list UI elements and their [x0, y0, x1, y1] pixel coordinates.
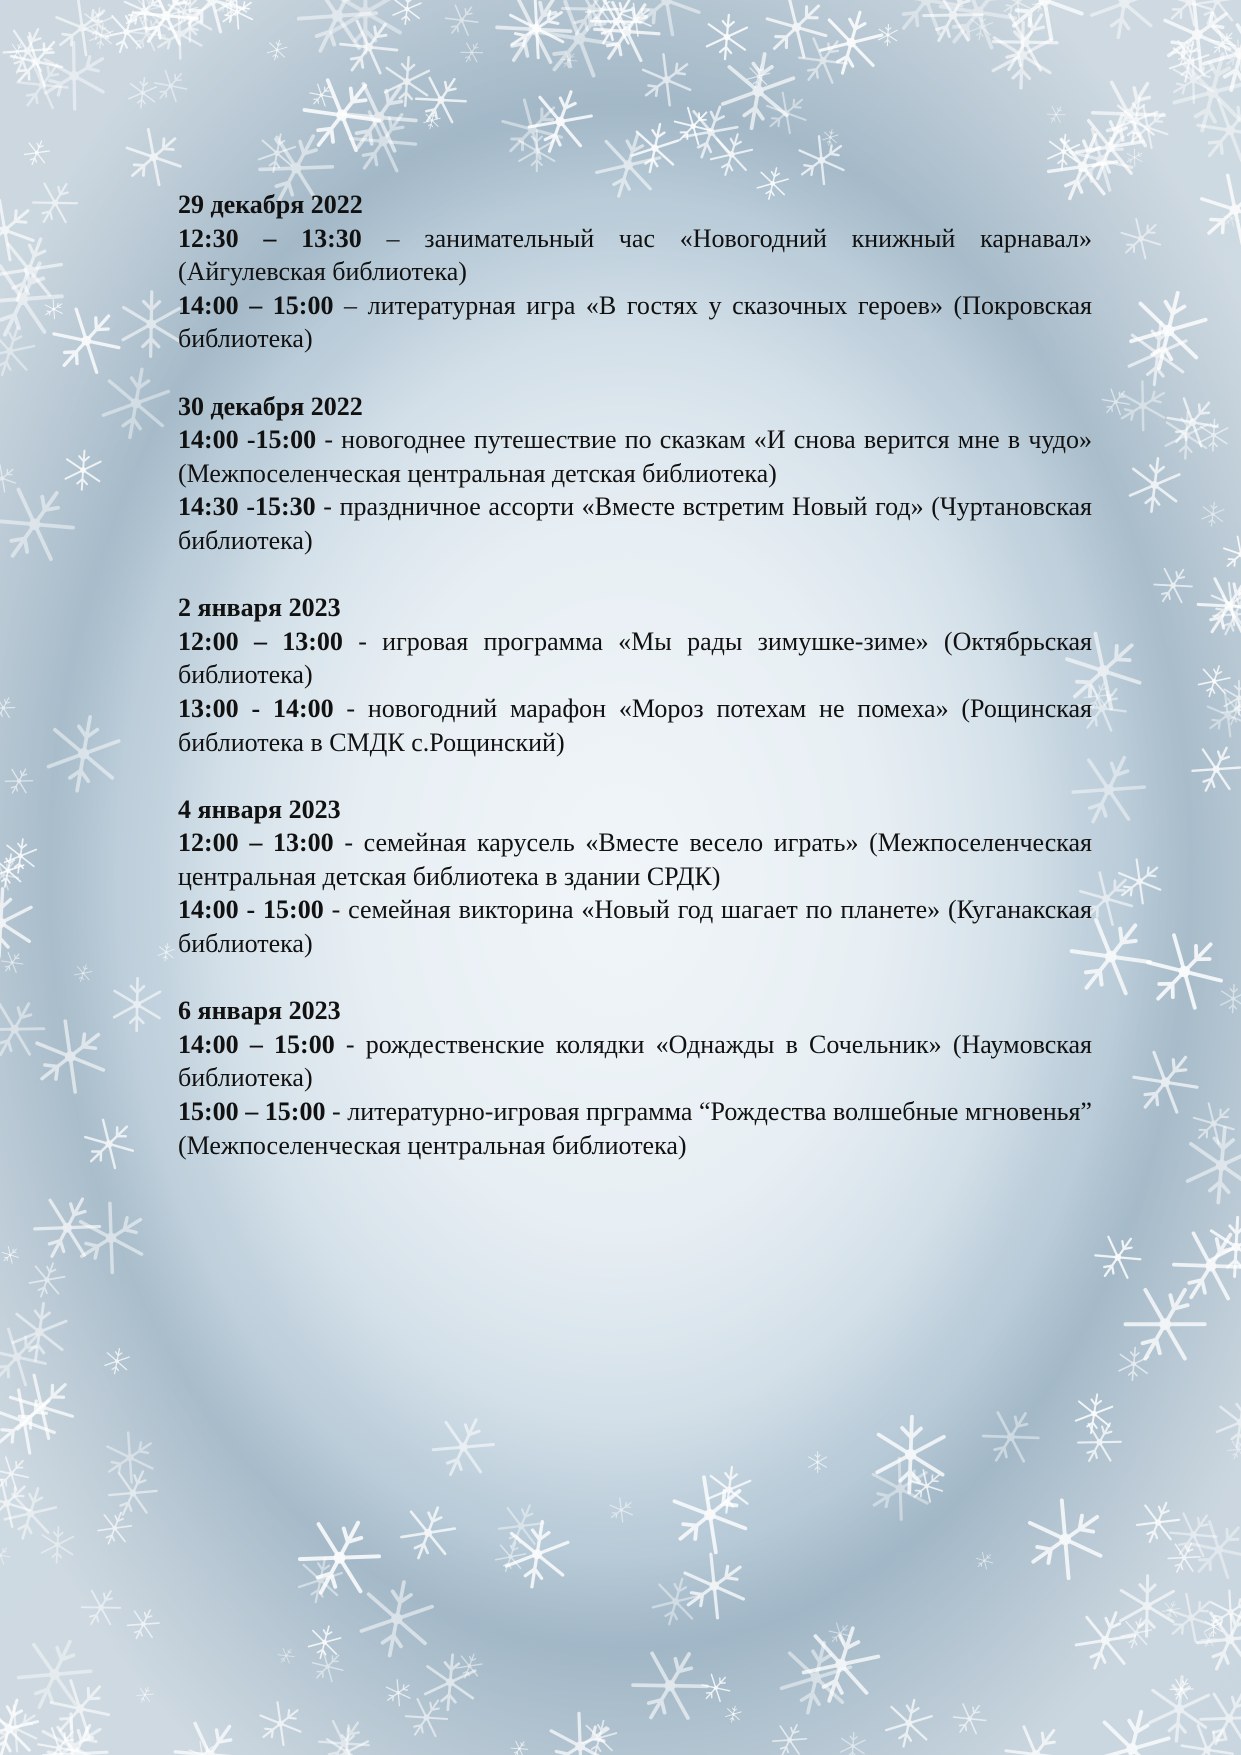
event-time: 12:00 – 13:00	[178, 828, 334, 858]
schedule-day	[178, 390, 1092, 558]
event-time: 14:30 -15:30	[178, 492, 316, 522]
day-date: 30 декабря 2022	[178, 391, 363, 421]
event-description: - рождественские колядки «Однажды в Сочельник» (Наумовская библиотека)	[178, 1029, 1092, 1093]
day-date: 6 января 2023	[178, 996, 341, 1026]
event-description: - семейная викторина «Новый год шагает по планете» (Куганакская библиотека)	[178, 895, 1092, 959]
event-entry	[178, 222, 1092, 289]
event-entry	[178, 423, 1092, 490]
event-time: 12:00 – 13:00	[178, 626, 343, 656]
event-description: – занимательный час «Новогодний книжный карнавал» (Айгулевская библиотека)	[178, 223, 1092, 287]
event-time: 12:30 – 13:30	[178, 223, 362, 253]
day-date: 4 января 2023	[178, 794, 341, 824]
event-entry	[178, 826, 1092, 893]
event-time: 14:00 – 15:00	[178, 290, 334, 320]
event-entry	[178, 893, 1092, 960]
day-date: 29 декабря 2022	[178, 190, 363, 219]
schedule-day	[178, 188, 1092, 356]
event-entry	[178, 692, 1092, 759]
event-entry	[178, 490, 1092, 557]
event-time: 14:00 - 15:00	[178, 895, 324, 925]
event-description: - новогоднее путешествие по сказкам «И снова верится мне в чудо» (Межпоселенческая центральная детская библиотека)	[178, 425, 1092, 488]
event-time: 13:00 - 14:00	[178, 693, 334, 723]
schedule-day	[178, 994, 1092, 1162]
event-entry	[178, 1095, 1092, 1162]
event-entry	[178, 1028, 1092, 1095]
event-entry	[178, 625, 1092, 692]
event-description: - литературно-игровая прграмма “Рождества волшебные мгновенья” (Межпоселенческая центральная библиотека)	[178, 1097, 1092, 1160]
event-description: - семейная карусель «Вместе весело играть» (Межпоселенческая центральная детская библиотека в здании СРДК)	[178, 828, 1092, 891]
schedule-day	[178, 591, 1092, 759]
day-date: 2 января 2023	[178, 593, 341, 623]
event-description: – литературная игра «В гостях у сказочных героев» (Покровская библиотека)	[178, 290, 1092, 354]
event-description: - новогодний марафон «Мороз потехам не помеха» (Рощинская библиотека в СМДК с.Рощинский)	[178, 693, 1092, 757]
event-time: 14:00 -15:00	[178, 425, 317, 455]
event-description: - праздничное ассорти «Вместе встретим Новый год» (Чуртановская библиотека)	[178, 492, 1092, 555]
event-time: 15:00 – 15:00	[178, 1097, 326, 1127]
schedule-day	[178, 793, 1092, 961]
event-description: - игровая программа «Мы рады зимушке-зиме» (Октябрьская библиотека)	[178, 626, 1092, 690]
event-entry	[178, 289, 1092, 356]
event-schedule	[178, 188, 1092, 1196]
event-time: 14:00 – 15:00	[178, 1029, 335, 1059]
